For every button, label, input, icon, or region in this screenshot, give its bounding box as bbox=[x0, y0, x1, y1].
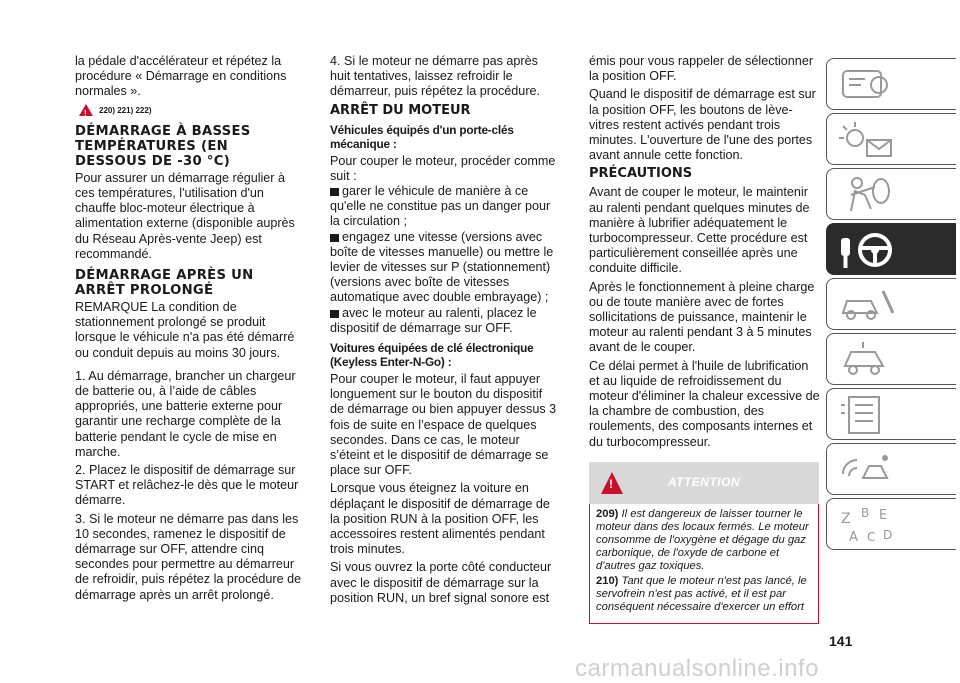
bullet-icon bbox=[330, 234, 339, 242]
step-4: 4. Si le moteur ne démarre pas après huit tentatives, laissez refroidir le démarreur, puis répétez la procédure. bbox=[330, 54, 541, 99]
paragraph: Avant de couper le moteur, le maintenir au ralenti pendant quelques minutes de manière à lubrifier adéquatement le turbocompresseur. Cette procédure est particulièrement conseillée après une conduite difficile. bbox=[589, 185, 810, 276]
key-steering-wheel-icon bbox=[835, 228, 899, 272]
subheading-keyless: Voitures équipées de clé électronique (Keyless Enter-N-Go) : bbox=[330, 341, 534, 370]
warning-209 bbox=[596, 508, 812, 573]
svg-text:A: A bbox=[849, 530, 858, 545]
paragraph: Si vous ouvrez la porte côté conducteur avec le dispositif de démarrage sur la position RUN, un bref signal sonore est bbox=[330, 560, 552, 605]
car-crash-icon bbox=[835, 338, 899, 382]
column-2 bbox=[330, 54, 558, 609]
paragraph-remarque: REMARQUE La condition de stationnement prolongé se produit lorsque le véhicule n'a pas été démarré ou conduit depuis au moins 30 jours. bbox=[75, 300, 295, 360]
tab-lights[interactable] bbox=[826, 113, 956, 165]
bullet-text: avec le moteur au ralenti, placez le dispositif de démarrage sur OFF. bbox=[330, 305, 537, 335]
paragraph: Ce délai permet à l'huile de lubrification et au liquide de refroidissement du moteur d'éliminer la chaleur excessive de la chambre de combustion, des roulements, des composants internes et du turbocompresseur. bbox=[589, 358, 820, 449]
heading-precautions: PRÉCAUTIONS bbox=[589, 166, 693, 182]
paragraph: Quand le dispositif de démarrage est sur la position OFF, les boutons de lève-vitres restent activés pendant trois minutes. L'ouverture de l'une des portes avant annule cette fonction. bbox=[589, 87, 816, 163]
svg-text:E: E bbox=[879, 508, 888, 523]
car-tools-icon bbox=[835, 283, 899, 327]
attention-box bbox=[589, 462, 819, 624]
paragraph: Pour assurer un démarrage régulier à ces températures, l'utilisation d'un chauffe bloc-moteur électrique à alimentation externe (disponible auprès du Réseau Après-vente Jeep) est recommandé. bbox=[75, 170, 295, 261]
step-1: 1. Au démarrage, brancher un chargeur de batterie ou, à l’aide de câbles appropriés, une batterie externe pour garantir une recharge complète de la batterie pendant le cycle de mise en marche. bbox=[75, 368, 296, 459]
tab-starting-driving[interactable] bbox=[826, 223, 956, 275]
step-2: 2. Placez le dispositif de démarrage sur START et relâchez-le dès que le moteur démarre. bbox=[75, 463, 299, 508]
tab-maintenance[interactable] bbox=[826, 333, 956, 385]
tab-emergency[interactable] bbox=[826, 278, 956, 330]
warning-text: Il est dangereux de laisser tourner le moteur dans des locaux fermés. Le moteur consomme de l'oxygène et dégage du gaz carbonique, de l'oxyde de carbone et d'autres gaz toxiques. bbox=[596, 507, 809, 572]
bullet-text: garer le véhicule de manière à ce qu'elle ne constitue pas un danger pour la circulation ; bbox=[330, 184, 551, 229]
paragraph: Lorsque vous éteignez la voiture en déplaçant le dispositif de démarrage de la position RUN à la position OFF, les accessoires restent alimentés pendant trois minutes. bbox=[330, 481, 550, 557]
heading-engine-stop: ARRÊT DU MOTEUR bbox=[330, 102, 471, 118]
attention-header bbox=[589, 462, 819, 504]
tab-technical-data[interactable] bbox=[826, 388, 956, 440]
paragraph: Pour couper le moteur, il faut appuyer longuement sur le bouton du dispositif de démarrage ou bien appuyer dessus 3 fois de suite en l’espace de quelques secondes. Dans ce cas, le moteur s’éteint et le dispositif de démarrage se place sur OFF. bbox=[330, 372, 557, 478]
warning-triangle-icon bbox=[79, 104, 93, 116]
svg-text:Z: Z bbox=[841, 511, 851, 527]
attention-body bbox=[589, 504, 819, 624]
car-media-icon bbox=[835, 448, 899, 492]
svg-text:D: D bbox=[883, 528, 893, 542]
warning-reference bbox=[79, 103, 303, 118]
bullet-text: engagez une vitesse (versions avec boîte de vitesses manuelle) ou mettre le levier de vitesses sur P (stationnement) (versions avec boîte de vitesses automatique avec double embrayage) ; bbox=[330, 229, 554, 305]
attention-title: ATTENTION bbox=[667, 474, 741, 489]
heading-cold-start: DÉMARRAGE À BASSES TEMPÉRATURES (EN DESSOUS DE -30 °C) bbox=[75, 123, 251, 169]
airbag-icon bbox=[835, 173, 899, 217]
warning-reference-numbers: 220) 221) 222) bbox=[99, 105, 152, 115]
sun-envelope-icon bbox=[835, 118, 899, 162]
warning-number: 210) bbox=[596, 574, 619, 587]
heading-prolonged-stop: DÉMARRAGE APRÈS UN ARRÊT PROLONGÉ bbox=[75, 268, 254, 299]
step-3: 3. Si le moteur ne démarre pas dans les 10 secondes, ramenez le dispositif de démarrage sur OFF, attendre cinq secondes pour permettre au démarreur de refroidir, puis répétez la procédure de démarrage après un arrêt prolongé. bbox=[75, 511, 302, 602]
svg-text:C: C bbox=[867, 530, 876, 544]
bullet-item bbox=[330, 184, 558, 230]
column-3 bbox=[589, 54, 821, 624]
bullet-item bbox=[330, 306, 558, 336]
dashboard-icon bbox=[835, 63, 899, 107]
alphabet-index-icon bbox=[835, 503, 899, 547]
page-number: 141 bbox=[829, 633, 853, 649]
bullet-icon bbox=[330, 310, 339, 318]
tab-index[interactable] bbox=[826, 498, 956, 550]
warning-triangle-icon: ! bbox=[601, 472, 623, 494]
tab-safety[interactable] bbox=[826, 168, 956, 220]
chapter-tabs bbox=[826, 58, 956, 553]
tab-multimedia[interactable] bbox=[826, 443, 956, 495]
watermark: carmanualsonline.info bbox=[575, 655, 819, 682]
bullet-item bbox=[330, 230, 558, 306]
svg-text:B: B bbox=[861, 506, 870, 520]
warning-210 bbox=[596, 575, 812, 614]
warning-text: Tant que le moteur n'est pas lancé, le servofrein n'est pas activé, et il est par conséquent nécessaire d'exercer un effort bbox=[596, 574, 807, 613]
subheading-mechanical-key: Véhicules équipés d'un porte-clés mécanique : bbox=[330, 122, 514, 151]
tab-dashboard[interactable] bbox=[826, 58, 956, 110]
paragraph: émis pour vous rappeler de sélectionner la position OFF. bbox=[589, 54, 814, 84]
paragraph: Après le fonctionnement à pleine charge ou de toute manière avec de fortes sollicitations de puissance, maintenir le moteur au ralenti pendant 3 à 5 minutes avant de le couper. bbox=[589, 279, 815, 355]
bullet-icon bbox=[330, 188, 339, 196]
paragraph: la pédale d'accélérateur et répétez la procédure « Démarrage en conditions normales ». bbox=[75, 54, 287, 99]
column-1 bbox=[75, 54, 303, 606]
checklist-icon bbox=[835, 393, 899, 437]
paragraph: Pour couper le moteur, procéder comme suit : bbox=[330, 153, 556, 183]
warning-number: 209) bbox=[596, 507, 619, 520]
